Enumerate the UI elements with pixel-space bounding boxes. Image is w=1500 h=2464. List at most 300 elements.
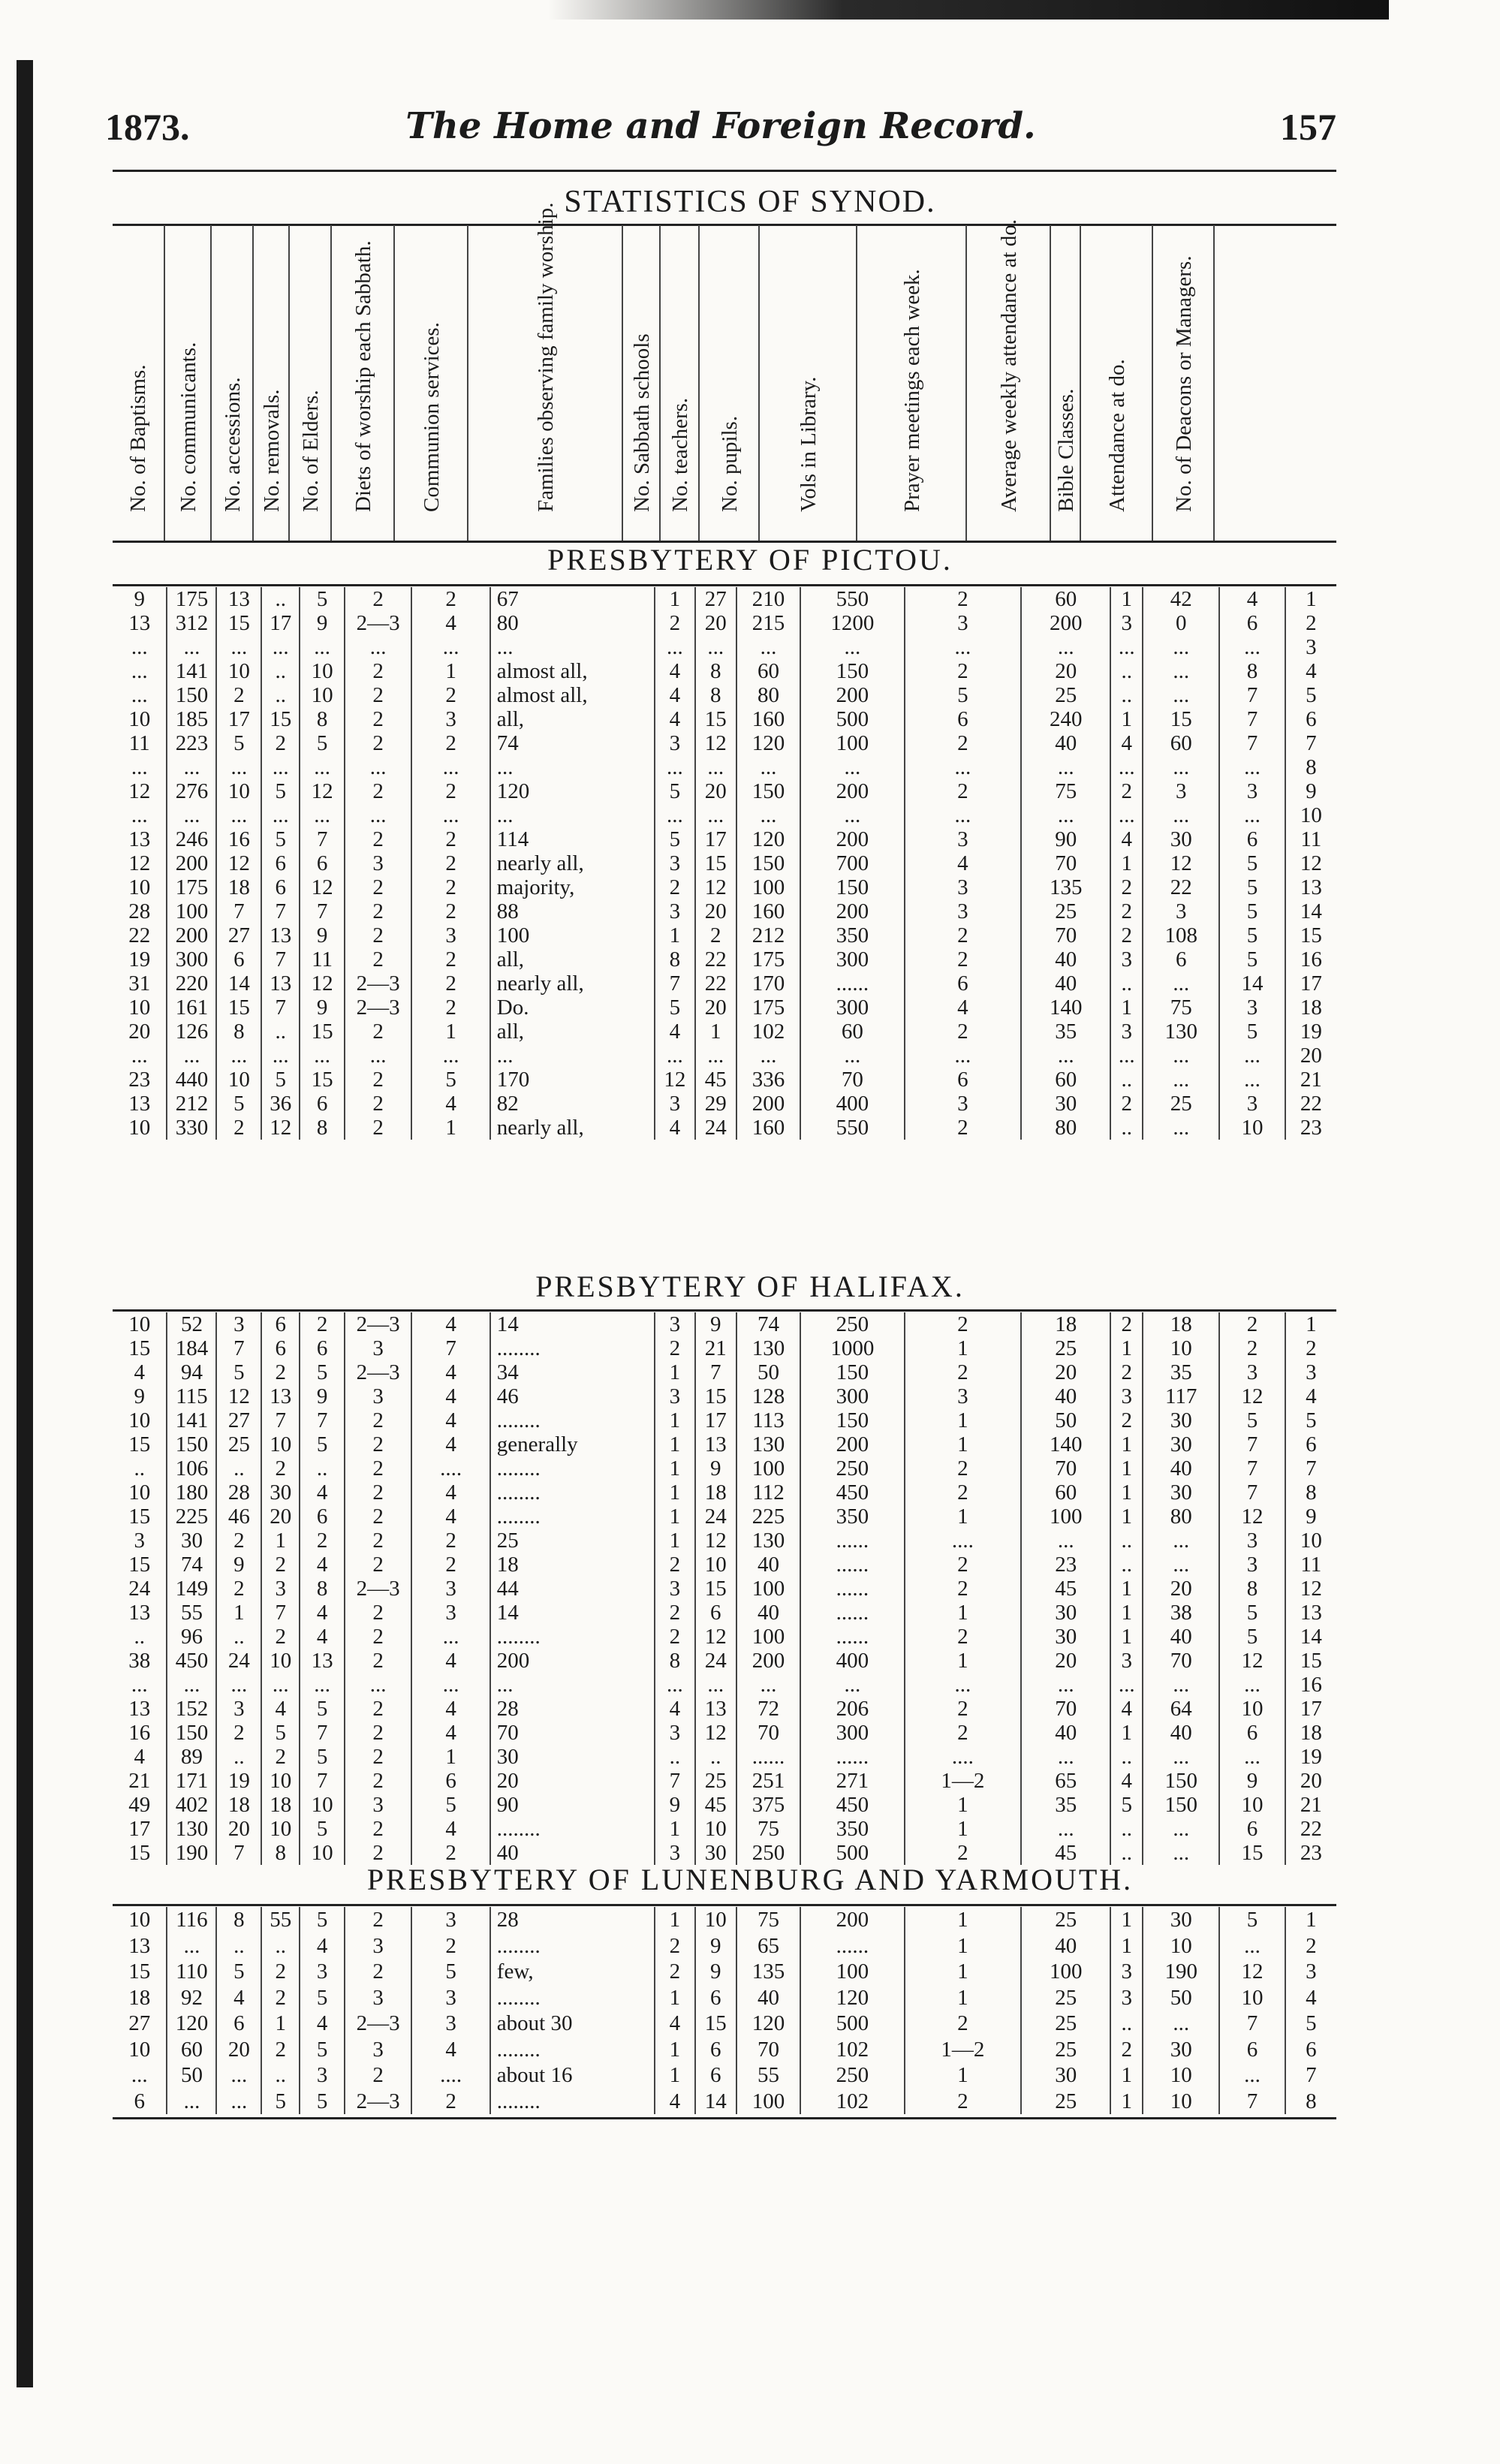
table-cell: 2: [345, 947, 411, 971]
table-row: [113, 1044, 1336, 1068]
table-cell: 1: [655, 923, 694, 947]
table-cell: 2: [345, 659, 411, 683]
table-cell: ..: [1110, 1116, 1143, 1140]
table-cell: 2: [905, 947, 1022, 971]
table-cell: ..: [300, 1456, 345, 1481]
table-row: [113, 803, 1336, 827]
table-row: [113, 1529, 1336, 1553]
table-cell: 27: [695, 587, 736, 611]
table-row: [113, 779, 1336, 803]
table-row: [113, 1649, 1336, 1673]
table-cell: 12: [695, 875, 736, 899]
table-cell: 40: [1143, 1456, 1219, 1481]
table-cell: 7: [1219, 683, 1285, 707]
table-cell: 18: [490, 1553, 655, 1577]
table-cell: 35: [1021, 1793, 1110, 1817]
table-cell: 2: [655, 1959, 694, 1985]
table-cell: 40: [1021, 1384, 1110, 1408]
table-cell: 375: [736, 1793, 800, 1817]
table-cell: ...: [1219, 1068, 1285, 1092]
table-cell: 20: [695, 611, 736, 635]
table-cell: 3: [134, 1529, 145, 1553]
table-cell: 7: [216, 1841, 261, 1865]
table-cell: 5: [1219, 851, 1285, 875]
table-cell: 8: [1219, 659, 1285, 683]
table-cell: 2—3: [345, 996, 411, 1020]
table-cell: 1: [1110, 2062, 1143, 2089]
column-header: [393, 225, 468, 541]
table-cell: 2: [1285, 1336, 1336, 1360]
table-row: [113, 1625, 1336, 1649]
table-cell: 141: [167, 1408, 216, 1432]
table-cell: 40: [1021, 971, 1110, 996]
table-cell: 4: [300, 1601, 345, 1625]
table-cell: 7: [1219, 707, 1285, 731]
table-cell: ...: [736, 755, 800, 779]
table-cell: 185: [167, 707, 216, 731]
table-cell: 9: [695, 1933, 736, 1959]
table-cell: 102: [800, 2037, 904, 2063]
table-cell: 12: [216, 1384, 261, 1408]
table-cell: 2: [261, 731, 300, 755]
table-row: [113, 1933, 1336, 1959]
table-cell: 2: [905, 779, 1022, 803]
table-cell: 1: [655, 1481, 694, 1505]
table-cell: 75: [1143, 996, 1219, 1020]
table-cell: ...: [261, 635, 300, 659]
table-cell: ..: [1110, 971, 1143, 996]
table-cell: 1: [905, 1933, 1022, 1959]
table-cell: 40: [736, 1985, 800, 2011]
table-cell: 5: [300, 2037, 345, 2063]
table-cell: ...: [1110, 755, 1143, 779]
table-cell: 350: [800, 923, 904, 947]
table-cell: 1: [1110, 1577, 1143, 1601]
table-cell: 3: [345, 1933, 411, 1959]
table-cell: 3: [345, 1793, 411, 1817]
table-cell: 100: [736, 1625, 800, 1649]
table-cell: 550: [800, 1116, 904, 1140]
table-cell: ......: [800, 1553, 904, 1577]
table-cell: 3: [655, 1841, 694, 1865]
table-cell: ...: [1021, 1044, 1110, 1068]
table-cell: 5: [300, 1745, 345, 1769]
table-cell: 30: [1143, 827, 1219, 851]
table-cell: 141: [167, 659, 216, 683]
table-row: [113, 996, 1336, 1020]
table-cell: 5: [300, 587, 345, 611]
table-cell: 14: [1219, 971, 1285, 996]
table-cell: 1: [905, 1907, 1022, 1933]
table-cell: 10: [216, 779, 261, 803]
table-cell: 2: [655, 1933, 694, 1959]
table-cell: ...: [905, 803, 1022, 827]
table-cell: 6: [1219, 1817, 1285, 1841]
table-cell: 13: [1285, 875, 1336, 899]
table-cell: 25: [490, 1529, 655, 1553]
table-cell: ...: [345, 803, 411, 827]
table-row: [113, 1481, 1336, 1505]
table-row: [113, 1907, 1336, 1933]
table-cell: 50: [736, 1360, 800, 1384]
table-cell: 2—3: [345, 1312, 411, 1336]
table-cell: 12: [1285, 851, 1336, 875]
table-cell: 55: [261, 1907, 300, 1933]
table-cell: 4: [134, 1360, 145, 1384]
table-cell: ......: [800, 1601, 904, 1625]
table-cell: 1: [905, 1959, 1022, 1985]
table-cell: majority,: [490, 875, 655, 899]
table-cell: ..: [261, 659, 300, 683]
table-cell: 14: [1285, 1625, 1336, 1649]
table-row: [113, 1456, 1336, 1481]
table-cell: 3: [905, 1384, 1022, 1408]
table-cell: 3: [300, 2062, 345, 2089]
table-cell: ...: [800, 1044, 904, 1068]
table-cell: 2: [1110, 1360, 1143, 1384]
table-cell: 1: [655, 1456, 694, 1481]
table-cell: 3: [1285, 1959, 1336, 1985]
table-cell: 1: [411, 659, 489, 683]
table-cell: 13: [695, 1432, 736, 1456]
table-cell: 10: [1219, 1985, 1285, 2011]
year: 1873.: [105, 106, 190, 148]
table-cell: 5: [1285, 2011, 1336, 2037]
table-cell: 5: [261, 779, 300, 803]
table-cell: 2: [905, 923, 1022, 947]
table-cell: 3: [655, 1092, 694, 1116]
table-cell: 46: [490, 1384, 655, 1408]
page-title: STATISTICS OF SYNOD.: [564, 185, 936, 219]
table-cell: 2—3: [345, 1577, 411, 1601]
table-cell: ..: [261, 1020, 300, 1044]
table-cell: 27: [216, 923, 261, 947]
table-cell: 350: [800, 1817, 904, 1841]
table-cell: 64: [1143, 1697, 1219, 1721]
table-cell: 330: [167, 1116, 216, 1140]
table-cell: 7: [1219, 2089, 1285, 2115]
table-cell: 6: [261, 851, 300, 875]
table-cell: ...: [411, 755, 489, 779]
table-cell: ...: [167, 635, 216, 659]
table-row: [113, 1817, 1336, 1841]
table-cell: ..: [1110, 683, 1143, 707]
table-cell: 5: [411, 1793, 489, 1817]
table-cell: 31: [128, 971, 151, 996]
table-cell: 12: [1219, 1959, 1285, 1985]
table-cell: 4: [655, 683, 694, 707]
table-cell: 1: [1110, 1432, 1143, 1456]
table-cell: ..: [261, 1933, 300, 1959]
table-cell: 170: [736, 971, 800, 996]
table-cell: 200: [736, 1649, 800, 1673]
table-cell: 5: [216, 1092, 261, 1116]
table-cell: ...: [216, 635, 261, 659]
table-cell: ...: [490, 1044, 655, 1068]
table-cell: 5: [216, 1959, 261, 1985]
table-cell: 336: [736, 1068, 800, 1092]
table-cell: 5: [1219, 1907, 1285, 1933]
table-cell: 5: [1219, 1625, 1285, 1649]
table-cell: 60: [736, 659, 800, 683]
table-cell: 440: [167, 1068, 216, 1092]
table-cell: 50: [167, 2062, 216, 2089]
table-cell: 36: [261, 1092, 300, 1116]
table-cell: 25: [1143, 1092, 1219, 1116]
table-row: [113, 1505, 1336, 1529]
table-row: [113, 611, 1336, 635]
table-cell: 2: [905, 1360, 1022, 1384]
table-row: [113, 1432, 1336, 1456]
table-cell: 3: [216, 1697, 261, 1721]
table-cell: 4: [411, 1384, 489, 1408]
table-cell: 22: [1143, 875, 1219, 899]
table-cell: ...: [131, 1044, 148, 1068]
table-cell: 7: [655, 1769, 694, 1793]
table-cell: 1: [216, 1601, 261, 1625]
column-header-label: Families observing family worship.: [534, 202, 558, 512]
table-cell: 52: [167, 1312, 216, 1336]
table-cell: 7: [300, 1408, 345, 1432]
table-cell: 225: [167, 1505, 216, 1529]
table-cell: 70: [1021, 1697, 1110, 1721]
table-cell: 20: [1021, 659, 1110, 683]
table-cell: 108: [1143, 923, 1219, 947]
table-cell: 3: [1219, 1360, 1285, 1384]
table-cell: 2—3: [345, 2011, 411, 2037]
table-cell: 250: [800, 1456, 904, 1481]
table-cell: 60: [167, 2037, 216, 2063]
table-cell: 9: [300, 1384, 345, 1408]
table-cell: 5: [261, 2089, 300, 2115]
table-cell: ..: [1110, 1068, 1143, 1092]
table-cell: 150: [736, 779, 800, 803]
table-cell: ...: [1110, 803, 1143, 827]
table-cell: ...: [1143, 1116, 1219, 1140]
table-cell: 89: [167, 1745, 216, 1769]
table-cell: 18: [261, 1793, 300, 1817]
table-cell: 7: [1219, 731, 1285, 755]
table-cell: 30: [1143, 2037, 1219, 2063]
table-cell: 4: [905, 851, 1022, 875]
table-cell: ....: [411, 2062, 489, 2089]
table-cell: 5: [300, 1697, 345, 1721]
table-cell: 0: [1143, 611, 1219, 635]
table-row: [113, 2011, 1336, 2037]
table-cell: 11: [1285, 827, 1336, 851]
table-cell: 15: [1285, 1649, 1336, 1673]
table-cell: 700: [800, 851, 904, 875]
table-cell: 25: [1021, 2011, 1110, 2037]
table-cell: 20: [261, 1505, 300, 1529]
table-cell: 120: [736, 2011, 800, 2037]
table-cell: 6: [411, 1769, 489, 1793]
table-cell: ...: [490, 803, 655, 827]
table-cell: 2: [261, 1553, 300, 1577]
table-cell: 450: [800, 1793, 904, 1817]
running-head: [105, 105, 1336, 165]
table-cell: 1: [655, 1529, 694, 1553]
table-cell: 135: [736, 1959, 800, 1985]
table-cell: 113: [736, 1408, 800, 1432]
table-cell: ........: [490, 1933, 655, 1959]
table-cell: 1: [655, 1907, 694, 1933]
table-cell: 3: [905, 611, 1022, 635]
table-cell: 17: [695, 1408, 736, 1432]
table-cell: 15: [695, 1384, 736, 1408]
table-cell: 1: [1285, 1907, 1336, 1933]
table-cell: 2: [345, 1649, 411, 1673]
table-cell: ...: [490, 635, 655, 659]
table-cell: 2: [905, 2089, 1022, 2115]
table-cell: 3: [1110, 1384, 1143, 1408]
table-cell: almost all,: [490, 683, 655, 707]
table-cell: 1: [905, 1601, 1022, 1625]
table-cell: ...: [1021, 1529, 1110, 1553]
table-cell: 1: [905, 1408, 1022, 1432]
table-row: [113, 1697, 1336, 1721]
table-cell: 190: [1143, 1959, 1219, 1985]
table-cell: ........: [490, 1481, 655, 1505]
table-cell: 402: [167, 1793, 216, 1817]
table-cell: ...: [216, 2089, 261, 2115]
table-cell: 3: [655, 899, 694, 923]
table-cell: ...: [167, 2089, 216, 2115]
table-row: [113, 1959, 1336, 1985]
table-cell: 1: [1110, 996, 1143, 1020]
table-cell: 1: [1110, 851, 1143, 875]
column-header-label: Bible Classes.: [1054, 388, 1078, 512]
table-cell: 7: [300, 1769, 345, 1793]
column-header: [1050, 225, 1081, 541]
table-cell: 2: [345, 1505, 411, 1529]
table-cell: 3: [216, 1312, 261, 1336]
table-cell: 2: [1219, 1336, 1285, 1360]
table-cell: ......: [800, 1745, 904, 1769]
table-cell: 2—3: [345, 1360, 411, 1384]
table-cell: 2: [655, 611, 694, 635]
column-header-label: No. pupils.: [718, 415, 742, 512]
table-cell: 2: [345, 1020, 411, 1044]
table-cell: 2: [1110, 1408, 1143, 1432]
table-cell: 2: [905, 1841, 1022, 1865]
table-cell: 2: [345, 1817, 411, 1841]
table-cell: 2: [345, 1092, 411, 1116]
table-cell: 20: [695, 779, 736, 803]
table-cell: 17: [128, 1817, 151, 1841]
table-cell: 12: [300, 779, 345, 803]
table-row: [113, 2062, 1336, 2089]
table-cell: 13: [128, 1697, 151, 1721]
table-cell: 8: [261, 1841, 300, 1865]
table-cell: 40: [1143, 1721, 1219, 1745]
table-cell: ..: [134, 1625, 145, 1649]
table-row: [113, 1673, 1336, 1697]
table-cell: 2: [1219, 1312, 1285, 1336]
table-cell: 10: [1143, 1933, 1219, 1959]
table-cell: 4: [411, 1481, 489, 1505]
table-cell: ...: [1219, 2062, 1285, 2089]
table-cell: 3: [1219, 996, 1285, 1020]
table-cell: 18: [695, 1481, 736, 1505]
column-header: [698, 225, 760, 541]
table-cell: ...: [411, 1044, 489, 1068]
section-heading: PRESBYTERY OF PICTOU.: [547, 543, 953, 577]
table-cell: 8: [300, 1116, 345, 1140]
table-cell: 6: [905, 971, 1022, 996]
table-cell: 10: [300, 1841, 345, 1865]
table-cell: 10: [261, 1817, 300, 1841]
table-cell: 40: [1021, 947, 1110, 971]
table-cell: 3: [345, 1384, 411, 1408]
table-cell: 15: [1219, 1841, 1285, 1865]
table-cell: 15: [261, 707, 300, 731]
table-cell: 2: [261, 1959, 300, 1985]
table-cell: 200: [167, 851, 216, 875]
table-cell: 20: [1143, 1577, 1219, 1601]
table-cell: 24: [128, 1577, 151, 1601]
table-cell: 18: [1285, 1721, 1336, 1745]
table-cell: ...: [1143, 659, 1219, 683]
table-cell: 2: [411, 1529, 489, 1553]
table-cell: ...: [345, 1044, 411, 1068]
table-cell: 11: [300, 947, 345, 971]
table-cell: 2: [655, 1625, 694, 1649]
table-cell: 7: [216, 899, 261, 923]
table-cell: ..: [216, 1625, 261, 1649]
table-cell: about 30: [490, 2011, 655, 2037]
table-cell: 20: [1021, 1649, 1110, 1673]
table-cell: ...: [216, 803, 261, 827]
table-cell: 5: [1219, 1601, 1285, 1625]
table-cell: 10: [695, 1553, 736, 1577]
table-cell: 6: [695, 1985, 736, 2011]
table-cell: ...: [1143, 1817, 1219, 1841]
table-cell: 161: [167, 996, 216, 1020]
table-cell: 7: [261, 1408, 300, 1432]
table-cell: ...: [655, 1673, 694, 1697]
table-cell: ...: [167, 1044, 216, 1068]
statistics-table: [113, 587, 1336, 1140]
table-cell: 13: [300, 1649, 345, 1673]
table-cell: 3: [411, 1907, 489, 1933]
table-cell: 550: [800, 587, 904, 611]
table-cell: 7: [411, 1336, 489, 1360]
column-header-label: No. removals.: [260, 389, 284, 512]
table-cell: nearly all,: [490, 1116, 655, 1140]
table-cell: 16: [1285, 947, 1336, 971]
table-cell: 12: [261, 1116, 300, 1140]
table-cell: 251: [736, 1769, 800, 1793]
table-cell: 11: [1285, 1553, 1336, 1577]
table-cell: 3: [345, 1985, 411, 2011]
table-cell: ...: [1143, 803, 1219, 827]
table-cell: ...: [800, 755, 904, 779]
table-cell: 2: [345, 587, 411, 611]
table-cell: 10: [1285, 1529, 1336, 1553]
table-cell: 20: [128, 1020, 151, 1044]
table-cell: 9: [300, 611, 345, 635]
table-cell: 2: [345, 1601, 411, 1625]
table-cell: ...: [261, 1044, 300, 1068]
table-cell: 9: [695, 1312, 736, 1336]
table-cell: 30: [695, 1841, 736, 1865]
table-cell: 16: [128, 1721, 151, 1745]
table-cell: 8: [300, 1577, 345, 1601]
table-cell: 175: [167, 587, 216, 611]
table-cell: ...: [1219, 1044, 1285, 1068]
table-cell: 200: [1021, 611, 1110, 635]
